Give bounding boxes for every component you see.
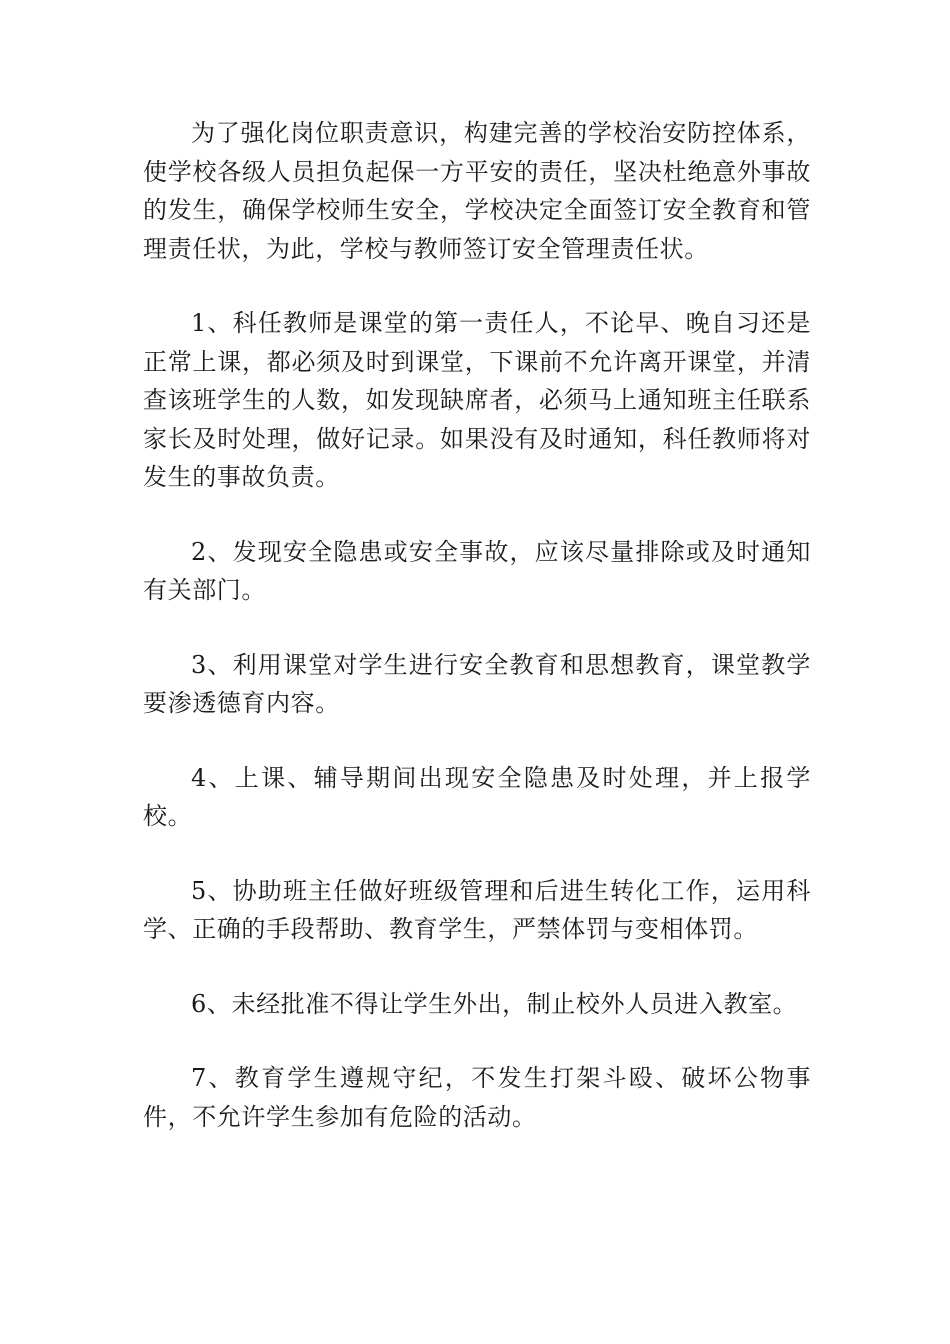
rule-item-4: 4、上课、辅导期间出现安全隐患及时处理，并上报学校。 — [143, 763, 811, 830]
rule-item-7: 7、教育学生遵规守纪，不发生打架斗殴、破坏公物事件，不允许学生参加有危险的活动。 — [143, 1064, 811, 1131]
rule-item-2: 2、发现安全隐患或安全事故，应该尽量排除或及时通知有关部门。 — [143, 537, 811, 604]
rule-item-1: 1、科任教师是课堂的第一责任人，不论早、晚自习还是正常上课，都必须及时到课堂，下课前不允许离开课堂，并清查该班学生的人数，如发现缺席者，必须马上通知班主任联系家长及时处理，做好记录。如果没有及时通知，科任教师将对发生的事故负责。 — [143, 309, 811, 491]
intro-paragraph: 为了强化岗位职责意识，构建完善的学校治安防控体系，使学校各级人员担负起保一方平安的责任，坚决杜绝意外事故的发生，确保学校师生安全，学校决定全面签订安全教育和管理责任状，为此，学校与教师签订安全管理责任状。 — [143, 119, 811, 263]
document-body — [143, 114, 811, 1172]
rule-item-6: 6、未经批准不得让学生外出，制止校外人员进入教室。 — [191, 989, 798, 1018]
rule-item-5: 5、协助班主任做好班级管理和后进生转化工作，运用科学、正确的手段帮助、教育学生，严禁体罚与变相体罚。 — [143, 876, 811, 943]
rule-item-3: 3、利用课堂对学生进行安全教育和思想教育，课堂教学要渗透德育内容。 — [143, 650, 811, 717]
